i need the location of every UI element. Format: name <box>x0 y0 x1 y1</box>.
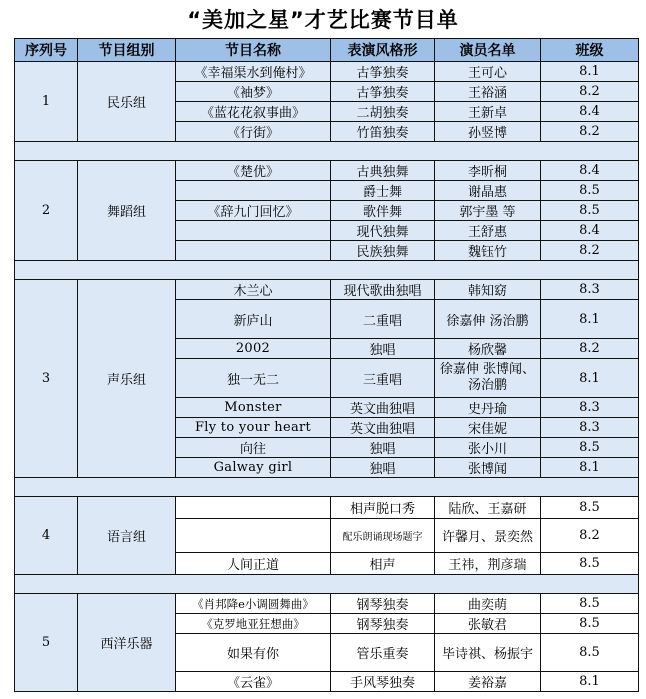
performance-style: 现代独舞 <box>331 221 435 241</box>
class-number: 8.5 <box>541 181 639 201</box>
performers: 史丹瑜 <box>435 398 541 418</box>
program-name <box>176 241 331 261</box>
performers: 韩知窈 <box>435 280 541 300</box>
program-name: 新庐山 <box>176 300 331 339</box>
performers: 姜裕嘉 <box>435 672 541 692</box>
performers: 王新卓 <box>435 102 541 122</box>
program-name <box>176 519 331 553</box>
program-name: Galway girl <box>176 458 331 478</box>
performance-style: 独唱 <box>331 339 435 359</box>
group-name: 语言组 <box>78 497 176 575</box>
class-number: 8.1 <box>541 300 639 339</box>
class-number: 8.5 <box>541 634 639 672</box>
performers: 王可心 <box>435 62 541 82</box>
group-index: 3 <box>15 280 78 478</box>
class-number: 8.1 <box>541 672 639 692</box>
program-name: 2002 <box>176 339 331 359</box>
class-number: 8.5 <box>541 497 639 519</box>
class-number: 8.3 <box>541 398 639 418</box>
group-separator <box>15 142 639 161</box>
performance-style: 钢琴独奏 <box>331 614 435 634</box>
header-style: 表演风格形 <box>331 39 435 62</box>
performers: 徐嘉伸 张博闻、汤治鹏 <box>435 359 541 398</box>
class-number: 8.2 <box>541 339 639 359</box>
header-program: 节目名称 <box>176 39 331 62</box>
class-number: 8.5 <box>541 553 639 575</box>
program-name: 《肖邦降e小调圆舞曲》 <box>176 594 331 614</box>
class-number: 8.2 <box>541 519 639 553</box>
performers: 徐嘉伸 汤治鹏 <box>435 300 541 339</box>
group-name: 西洋乐器 <box>78 594 176 692</box>
performers: 宋佳妮 <box>435 418 541 438</box>
class-number: 8.4 <box>541 102 639 122</box>
performance-style: 手风琴独奏 <box>331 672 435 692</box>
performers: 谢晶惠 <box>435 181 541 201</box>
class-number: 8.5 <box>541 614 639 634</box>
separator-cell <box>15 142 639 161</box>
performance-style: 竹笛独奏 <box>331 122 435 142</box>
program-name: 《蓝花花叙事曲》 <box>176 102 331 122</box>
class-number: 8.5 <box>541 438 639 458</box>
table-row <box>15 161 639 181</box>
performers: 王裕涵 <box>435 82 541 102</box>
performers: 魏钰竹 <box>435 241 541 261</box>
performance-style: 现代歌曲独唱 <box>331 280 435 300</box>
performers: 张小川 <box>435 438 541 458</box>
class-number: 8.4 <box>541 221 639 241</box>
header-row <box>15 39 639 62</box>
class-number: 8.3 <box>541 418 639 438</box>
performers: 杨欣馨 <box>435 339 541 359</box>
program-name: 独一无二 <box>176 359 331 398</box>
performance-style: 二胡独奏 <box>331 102 435 122</box>
performance-style: 爵士舞 <box>331 181 435 201</box>
performance-style: 古典独舞 <box>331 161 435 181</box>
program-name: 《辞九门回忆》 <box>176 201 331 221</box>
class-number: 8.2 <box>541 82 639 102</box>
group-index: 4 <box>15 497 78 575</box>
header-index: 序列号 <box>15 39 78 62</box>
program-name: Fly to your heart <box>176 418 331 438</box>
class-number: 8.2 <box>541 241 639 261</box>
class-number: 8.5 <box>541 201 639 221</box>
performers: 孙竖博 <box>435 122 541 142</box>
program-name <box>176 497 331 519</box>
performance-style: 英文曲独唱 <box>331 418 435 438</box>
performance-style: 英文曲独唱 <box>331 398 435 418</box>
table-row <box>15 497 639 519</box>
program-name: Monster <box>176 398 331 418</box>
performers: 陆欣、王嘉研 <box>435 497 541 519</box>
program-name: 《云雀》 <box>176 672 331 692</box>
program-name: 人间正道 <box>176 553 331 575</box>
class-number: 8.4 <box>541 161 639 181</box>
page-title: “美加之星”才艺比赛节目单 <box>187 8 459 32</box>
program-name: 《克罗地亚狂想曲》 <box>176 614 331 634</box>
class-number: 8.1 <box>541 359 639 398</box>
separator-cell <box>15 575 639 594</box>
performance-style: 配乐朗诵现场题字 <box>331 519 435 553</box>
performance-style: 管乐重奏 <box>331 634 435 672</box>
performers: 郭宇墨 等 <box>435 201 541 221</box>
group-name: 舞蹈组 <box>78 161 176 261</box>
group-separator <box>15 478 639 497</box>
group-separator <box>15 575 639 594</box>
table-row <box>15 280 639 300</box>
table-row <box>15 594 639 614</box>
performance-style: 二重唱 <box>331 300 435 339</box>
table-row <box>15 62 639 82</box>
performance-style: 独唱 <box>331 438 435 458</box>
performers: 许馨月、景奕然 <box>435 519 541 553</box>
program-name <box>176 181 331 201</box>
performers: 王祎，荆彦瑞 <box>435 553 541 575</box>
program-name: 向往 <box>176 438 331 458</box>
separator-cell <box>15 478 639 497</box>
performance-style: 相声 <box>331 553 435 575</box>
performance-style: 古筝独奏 <box>331 62 435 82</box>
program-name: 《行街》 <box>176 122 331 142</box>
performance-style: 三重唱 <box>331 359 435 398</box>
class-number: 8.1 <box>541 458 639 478</box>
group-name: 民乐组 <box>78 62 176 142</box>
performance-style: 钢琴独奏 <box>331 594 435 614</box>
group-index: 1 <box>15 62 78 142</box>
program-table <box>14 38 639 692</box>
header-class: 班级 <box>541 39 639 62</box>
class-number: 8.2 <box>541 122 639 142</box>
performers: 张博闻 <box>435 458 541 478</box>
program-name <box>176 221 331 241</box>
class-number: 8.3 <box>541 280 639 300</box>
header-performers: 演员名单 <box>435 39 541 62</box>
class-number: 8.5 <box>541 594 639 614</box>
program-name: 《幸福渠水到俺村》 <box>176 62 331 82</box>
header-group: 节目组别 <box>78 39 176 62</box>
group-separator <box>15 261 639 280</box>
program-name: 《袖梦》 <box>176 82 331 102</box>
performance-style: 独唱 <box>331 458 435 478</box>
performance-style: 相声脱口秀 <box>331 497 435 519</box>
group-index: 2 <box>15 161 78 261</box>
performers: 曲奕萌 <box>435 594 541 614</box>
performance-style: 古筝独奏 <box>331 82 435 102</box>
separator-cell <box>15 261 639 280</box>
performers: 张敏君 <box>435 614 541 634</box>
performers: 毕诗祺、杨振宇 <box>435 634 541 672</box>
group-name: 声乐组 <box>78 280 176 478</box>
program-name: 《楚优》 <box>176 161 331 181</box>
performance-style: 歌伴舞 <box>331 201 435 221</box>
performers: 王舒惠 <box>435 221 541 241</box>
class-number: 8.1 <box>541 62 639 82</box>
performers: 李昕桐 <box>435 161 541 181</box>
program-name: 如果有你 <box>176 634 331 672</box>
group-index: 5 <box>15 594 78 692</box>
performance-style: 民族独舞 <box>331 241 435 261</box>
program-name: 木兰心 <box>176 280 331 300</box>
